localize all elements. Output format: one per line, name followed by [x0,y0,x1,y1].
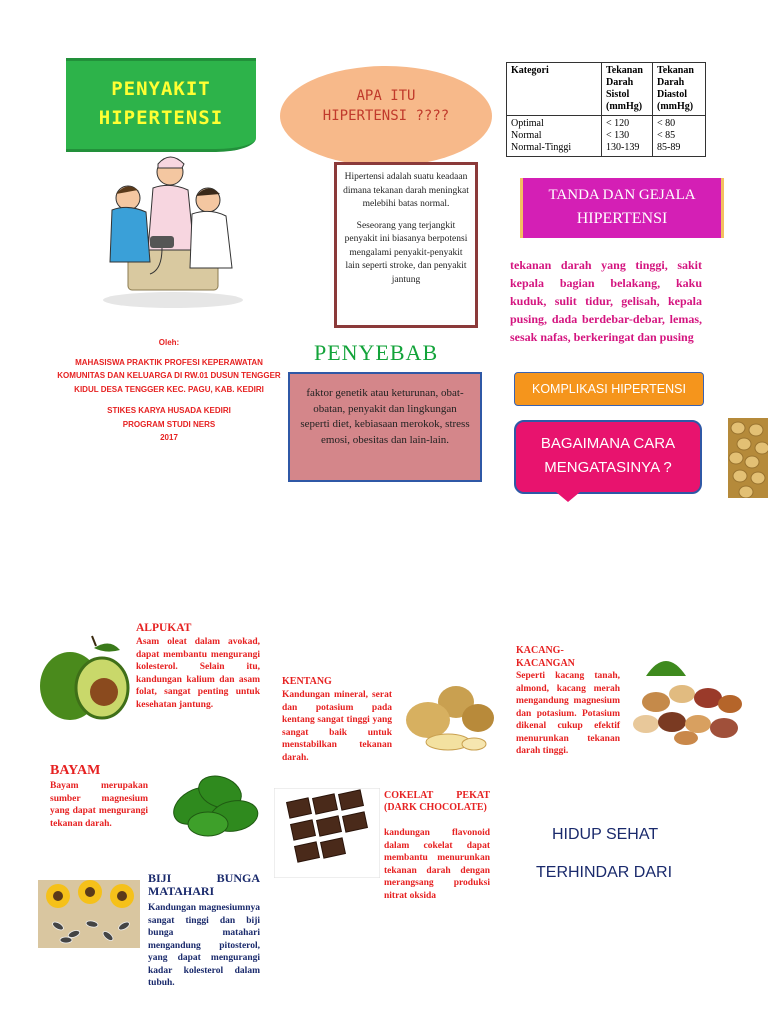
food-title-kentang: KENTANG [282,676,332,687]
potato-image [400,680,496,756]
table-header-cell: Tekanan Darah Sistol (mmHg) [602,63,653,116]
table-cell-value: < 80 [657,118,676,129]
definition-paragraph-2: Seseorang yang terjangkit penyakit ini biasanya berpotensi mengalami penyakit-penyakit lain seperti stroke, dan penyakit jantung [344,220,468,285]
slogan-line-2: TERHINDAR DARI [536,864,673,881]
howto-pointer-icon [556,492,580,504]
table-cell [507,116,602,157]
food-title-bayam: BAYAM [50,763,101,778]
table-row [507,116,706,157]
table-cell [653,116,706,157]
author-line-2: STIKES KARYA HUSADA KEDIRI [107,406,231,415]
slogan-line-1: HIDUP SEHAT [552,826,659,843]
table-header-cell: Kategori [507,63,602,116]
nuts-image [626,646,748,746]
title-line-1: PENYAKIT [111,78,211,100]
table-cell [602,116,653,157]
food-title-alpukat: ALPUKAT [136,622,192,634]
table-cell-value: Normal-Tinggi [511,142,572,153]
table-cell-value: Normal [511,130,542,141]
howto-banner [514,420,702,494]
table-cell-value: < 85 [657,130,676,141]
food-desc-cokelat: kandungan flavonoid dalam cokelat dapat membantu menurunkan tekanan darah dengan merangsang produksi nitrat oksida [384,828,490,901]
author-line-1: MAHASISWA PRAKTIK PROFESI KEPERAWATAN KOMUNITAS DAN KELUARGA DI RW.01 DUSUN TENGGER KIDUL DESA TENGGER KEC. PAGU, KAB. KEDIRI [57,357,281,394]
author-block [52,336,286,445]
avocado-image [36,628,132,724]
question-oval [280,66,492,166]
table-cell-value: 130-139 [606,142,640,153]
cause-box: faktor genetik atau keturunan, obat-obatan, penyakit dan lingkungan seperti diet, kebiasaan merokok, stress emosi, obesitas dan lain-lain. [288,372,482,482]
definition-paragraph-1: Hipertensi adalah suatu keadaan dimana tekanan darah meningkat melebihi batas normal. [343,172,469,209]
cause-title: PENYEBAB [314,340,439,365]
soybean-image [728,418,768,498]
food-title-kacang: KACANG-KACANGAN [516,645,575,669]
symptoms-text: tekanan darah yang tinggi, sakit kepala bagian belakang, kaku kuduk, sulit tidur, gelisah, kepala pusing, dada berdebar-debar, lemas, sesak nafas, berkeringat dan pusing [510,258,702,344]
author-line-3: PROGRAM STUDI NERS [122,419,216,429]
blood-pressure-table [506,62,706,157]
title-banner [66,58,256,152]
table-cell-value: Optimal [511,118,544,129]
food-desc-alpukat: Asam oleat dalam avokad, dapat membantu mengurangi kolesterol. Selain itu, kandungan kalium dan asam folat, sangat penting untuk kesehatan jantung. [136,637,260,710]
table-cell-value: < 120 [606,118,630,129]
symptoms-banner-line-2: HIPERTENSI [576,210,668,227]
definition-box [334,162,478,328]
table-cell-value: < 130 [606,130,630,141]
nurse-illustration [98,150,248,310]
table-header-row [507,63,706,116]
symptoms-banner-line-1: TANDA DAN GEJALA [548,187,696,203]
title-line-2: HIPERTENSI [98,107,224,129]
table-header-cell: Tekanan Darah Diastol (mmHg) [653,63,706,116]
food-desc-kentang: Kandungan mineral, serat dan potasium pada kentang sangat tinggi yang sangat baik untuk menstabilkan tekanan darah. [282,690,392,763]
question-line-2: HIPERTENSI ???? [322,108,450,124]
food-desc-bayam: Bayam merupakan sumber magnesium yang dapat mengurangi tekanan darah. [50,781,148,829]
author-line-4: 2017 [160,433,178,442]
food-title-cokelat: COKELAT PEKAT (DARK CHOCOLATE) [384,790,490,813]
spinach-image [162,762,264,842]
food-title-biji: BIJI BUNGA MATAHARI [148,871,260,898]
food-desc-biji: Kandungan magnesiumnya sangat tinggi dan biji bunga matahari mengandung pitosterol, yang dapat mengurangi kadar kolesterol dalam tubuh. [148,903,260,988]
howto-line-1: BAGAIMANA CARA [540,435,676,452]
sunflower-seeds-image [38,880,140,948]
chocolate-image [274,788,380,878]
table-cell-value: 85-89 [657,142,681,153]
symptoms-banner [520,178,724,238]
author-label: Oleh: [158,338,180,347]
howto-line-2: MENGATASINYA ? [544,459,672,476]
complication-banner: KOMPLIKASI HIPERTENSI [514,372,704,406]
food-desc-kacang: Seperti kacang tanah, almond, kacang merah mengandung magnesium dan potasium. Potasium dikenal cukup efektif menurunkan tekanan darah tinggi. [516,671,620,756]
question-line-1: APA ITU [356,88,416,104]
